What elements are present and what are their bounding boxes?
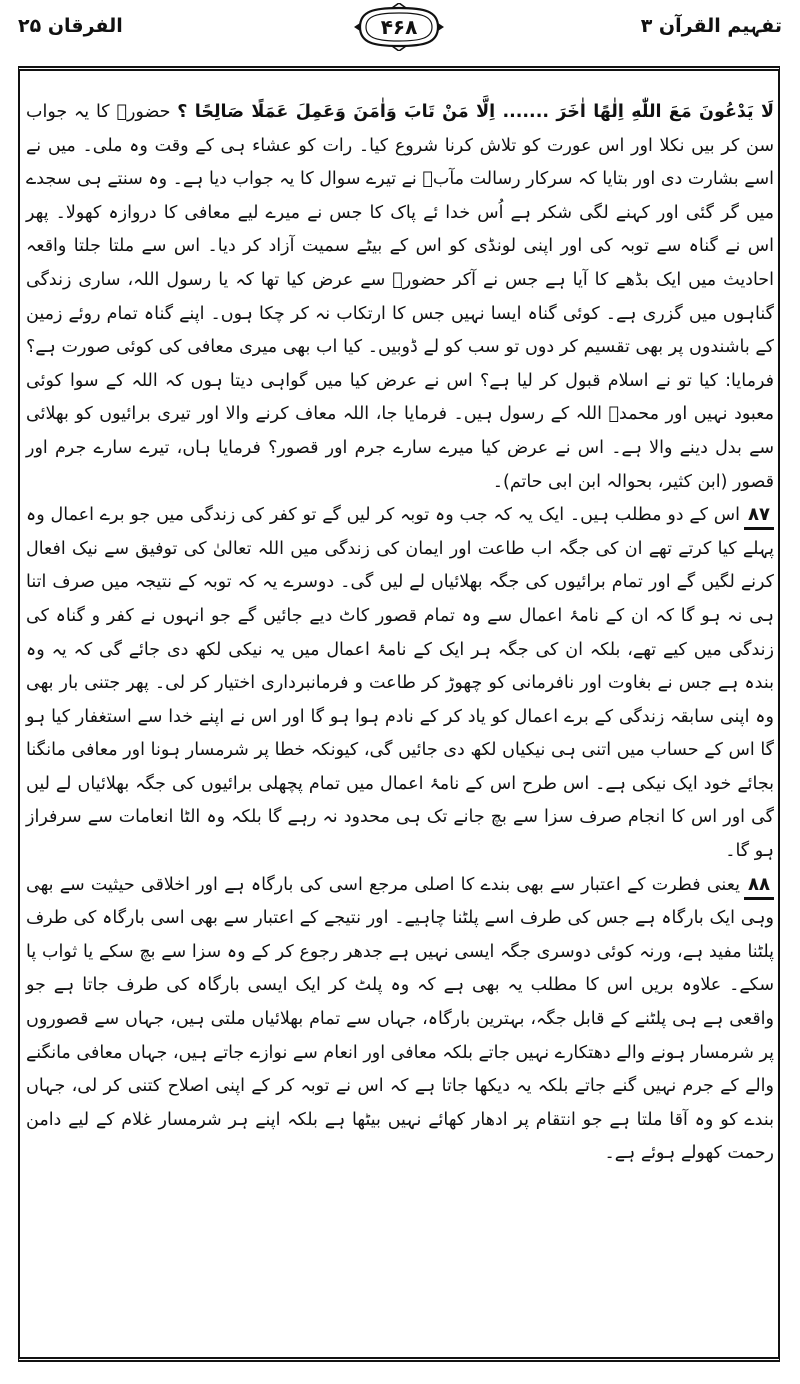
footnote-87-text: اس کے دو مطلب ہیں۔ ایک یہ کہ جب وہ توبہ کر لیں گے تو کفر کی زندگی میں جو برے اعمال وہ پہلے کیا کرتے تھے ان کی جگہ اب طاعت اور ایمان کی زندگی میں اللہ تعالیٰ کی توفیق سے نیک افعال کرنے لگیں گے اور تمام برائیوں کی جگہ بھلائیاں لے لیں گی۔ دوسرے یہ کہ توبہ کے نتیجہ میں صرف اتنا ہی نہ ہو گا کہ ان کے نامۂ اعمال سے وہ تمام قصور کاٹ دیے جائیں گے جو انہوں نے کفر و گناہ کی زندگی میں کیے تھے، بلکہ ان کی جگہ ہر ایک کے نامۂ اعمال میں یہ نیکی لکھ دی جائے گی کہ یہ وہ بندہ ہے جس نے بغاوت اور نافرمانی کو چھوڑ کر طاعت و فرمانبرداری اختیار کر لی۔ پھر جتنی بار بھی وہ اپنی سابقہ زندگی کے برے اعمال کو یاد کر کے نادم ہوا ہو گا اور اس نے اپنے خدا سے استغفار کیا ہو گا اس کے حساب میں اتنی ہی نیکیاں لکھ دی جائیں گی، کیونکہ خطا پر شرمسار ہونا اور معافی مانگنا بجائے خود ایک نیکی ہے۔ اس طرح اس کے نامۂ اعمال میں تمام پچھلی برائیوں کی جگہ بھلائیاں لے لیں گی اور اس کا انجام صرف سزا سے بچ جانے تک ہی محدود نہ رہے گا بلکہ وہ الٹا انعامات سے سرفراز ہو گا۔ (26, 505, 774, 862)
footnote-marker-88: ۸۸ (744, 873, 774, 900)
page-header (0, 0, 800, 66)
opening-paragraph (26, 96, 774, 499)
footnote-88 (26, 869, 774, 1171)
footnote-87 (26, 499, 774, 869)
running-head-surah: الفرقان ۲۵ (18, 15, 123, 37)
commentary-body (26, 96, 774, 1171)
footnote-88-text: یعنی فطرت کے اعتبار سے بھی بندے کا اصلی مرجع اسی کی بارگاہ ہے اور اخلاقی حیثیت سے بھی وہی ایک بارگاہ ہے جس کی طرف اسے پلٹنا چاہیے۔ اور نتیجے کے اعتبار سے بھی اسی بارگاہ کی طرف پلٹنا مفید ہے، ورنہ کوئی دوسری جگہ ایسی نہیں ہے جدھر رجوع کر کے وہ سزا سے بچ سکے یا ثواب پا سکے۔ علاوہ بریں اس کا مطلب یہ بھی ہے کہ وہ پلٹ کر ایک ایسی بارگاہ کی طرف جاتا ہے جو واقعی ہے ہی پلٹنے کے قابل جگہ، بہترین بارگاہ، جہاں سے تمام بھلائیاں ملتی ہیں، جہاں سے قصوروں پر شرمسار ہونے والے دھتکارے نہیں جاتے بلکہ معافی اور انعام سے نوازے جاتے ہیں، جہاں معافی مانگنے والے کے جرم نہیں گنے جاتے بلکہ یہ دیکھا جاتا ہے کہ اس نے توبہ کر کے اپنی اصلاح کتنی کر لی، جہاں بندے کو وہ آقا ملتا ہے جو انتقام پر ادھار کھائے نہیں بیٹھا ہے بلکہ اپنے ہر شرمسار غلام کے لیے دامن رحمت کھولے ہوئے ہے۔ (26, 874, 774, 1164)
footnote-marker-87: ۸۷ (744, 503, 774, 530)
quoted-verse: لَا يَدْعُونَ مَعَ اللّٰهِ اِلٰهًا اٰخَرَ ....... اِلَّا مَنْ تَابَ وَاٰمَنَ وَعَمِلَ عَمَلًا صَالِحًا ؟ (177, 102, 774, 122)
page-number-emblem (352, 3, 446, 51)
page-number: ۴۶۸ (380, 15, 418, 39)
paragraph-text: حضورؐ کا یہ جواب سن کر بیں نکلا اور اس عورت کو تلاش کرنا شروع کیا۔ رات کو عشاء ہی کے وقت وہ ملی۔ میں نے اسے بشارت دی اور بتایا کہ سرکار رسالت مآبؐ نے تیرے سوال کا یہ جواب دیا ہے۔ وہ سنتے ہی سجدے میں گر گئی اور کہنے لگی شکر ہے اُس خدا ئے پاک کا جس نے میرے لیے معافی کا دروازہ کھولا۔ پھر اس نے گناہ سے توبہ کی اور اپنی لونڈی کو اس کے بیٹے سمیت آزاد کر دیا۔ اس سے ملتا جلتا واقعہ احادیث میں ایک بڈھے کا آیا ہے جس نے آکر حضورؐ سے عرض کیا تھا کہ یا رسول اللہ، ساری زندگی گناہوں میں گزری ہے۔ کوئی گناہ ایسا نہیں جس کا ارتکاب نہ کر چکا ہوں۔ اپنے گناہ تمام روئے زمین کے باشندوں پر بھی تقسیم کر دوں تو سب کو لے ڈوبیں۔ کیا اب بھی میری معافی کی کوئی صورت ہے؟ فرمایا: کیا تو نے اسلام قبول کر لیا ہے؟ اس نے عرض کیا میں گواہی دیتا ہوں کہ اللہ کے سوا کوئی معبود نہیں اور محمدؐ اللہ کے رسول ہیں۔ فرمایا جا، اللہ معاف کرنے والا اور تیری برائیوں کو بھلائی سے بدل دینے والا ہے۔ اس نے عرض کیا میرے سارے جرم اور قصور؟ فرمایا ہاں، تیرے سارے جرم اور قصور (ابن کثیر، بحوالہ ابن ابی حاتم)۔ (25, 102, 774, 492)
running-head-book-title: تفہیم القرآن ۳ (640, 15, 782, 37)
